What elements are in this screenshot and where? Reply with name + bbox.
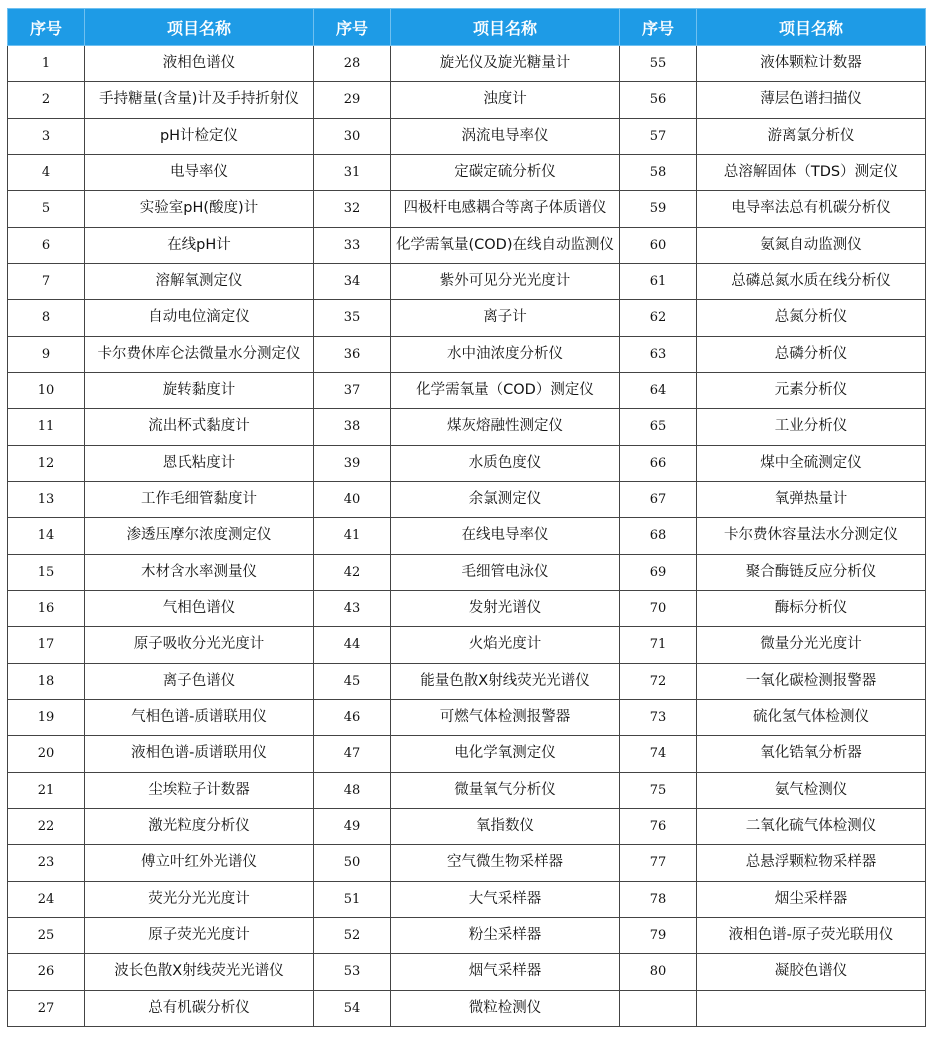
item-name: 氧弹热量计	[697, 481, 926, 517]
instrument-table	[7, 8, 926, 1027]
item-number: 46	[314, 699, 391, 735]
item-name: 液体颗粒计数器	[697, 46, 926, 82]
item-name: 电导率法总有机碳分析仪	[697, 191, 926, 227]
item-number: 24	[8, 881, 85, 917]
item-name: 烟尘采样器	[697, 881, 926, 917]
item-number: 17	[8, 627, 85, 663]
item-number: 73	[620, 699, 697, 735]
item-name: 液相色谱仪	[85, 46, 314, 82]
item-name: 凝胶色谱仪	[697, 954, 926, 990]
item-number: 80	[620, 954, 697, 990]
item-number: 51	[314, 881, 391, 917]
item-name: 能量色散X射线荧光光谱仪	[391, 663, 620, 699]
item-name	[697, 990, 926, 1026]
table-row	[8, 699, 926, 735]
item-number: 27	[8, 990, 85, 1026]
item-number: 63	[620, 336, 697, 372]
item-name: 流出杯式黏度计	[85, 409, 314, 445]
item-number: 59	[620, 191, 697, 227]
item-name: 气相色谱-质谱联用仪	[85, 699, 314, 735]
item-name: 紫外可见分光光度计	[391, 263, 620, 299]
item-name: 尘埃粒子计数器	[85, 772, 314, 808]
item-number: 55	[620, 46, 697, 82]
item-number: 52	[314, 917, 391, 953]
item-name: 元素分析仪	[697, 372, 926, 408]
item-number: 21	[8, 772, 85, 808]
item-number: 4	[8, 154, 85, 190]
item-name: 氨气检测仪	[697, 772, 926, 808]
table-row	[8, 627, 926, 663]
item-number: 40	[314, 481, 391, 517]
item-number: 7	[8, 263, 85, 299]
header-num: 序号	[620, 9, 697, 46]
item-name: 大气采样器	[391, 881, 620, 917]
item-number: 76	[620, 808, 697, 844]
header-name: 项目名称	[85, 9, 314, 46]
item-number: 44	[314, 627, 391, 663]
table-row	[8, 518, 926, 554]
item-number: 25	[8, 917, 85, 953]
item-name: 毛细管电泳仪	[391, 554, 620, 590]
item-name: 一氧化碳检测报警器	[697, 663, 926, 699]
item-number: 14	[8, 518, 85, 554]
item-number: 41	[314, 518, 391, 554]
item-number: 26	[8, 954, 85, 990]
item-number: 9	[8, 336, 85, 372]
item-name: 总磷分析仪	[697, 336, 926, 372]
item-number: 54	[314, 990, 391, 1026]
table-row	[8, 954, 926, 990]
item-name: 手持糖量(含量)计及手持折射仪	[85, 82, 314, 118]
table-row	[8, 445, 926, 481]
item-name: 在线pH计	[85, 227, 314, 263]
table-row	[8, 917, 926, 953]
item-name: 游离氯分析仪	[697, 118, 926, 154]
item-number: 32	[314, 191, 391, 227]
item-name: 化学需氧量(COD)在线自动监测仪	[391, 227, 620, 263]
item-name: 木材含水率测量仪	[85, 554, 314, 590]
item-number: 1	[8, 46, 85, 82]
table-row	[8, 554, 926, 590]
item-name: 煤灰熔融性测定仪	[391, 409, 620, 445]
table-row	[8, 663, 926, 699]
item-number: 15	[8, 554, 85, 590]
item-name: 氨氮自动监测仪	[697, 227, 926, 263]
item-number: 11	[8, 409, 85, 445]
item-number: 33	[314, 227, 391, 263]
item-number: 13	[8, 481, 85, 517]
item-number: 42	[314, 554, 391, 590]
item-number: 65	[620, 409, 697, 445]
header-name: 项目名称	[391, 9, 620, 46]
item-name: 旋转黏度计	[85, 372, 314, 408]
item-number: 62	[620, 300, 697, 336]
item-number: 56	[620, 82, 697, 118]
table-row	[8, 409, 926, 445]
item-name: 可燃气体检测报警器	[391, 699, 620, 735]
item-number: 35	[314, 300, 391, 336]
item-name: 工业分析仪	[697, 409, 926, 445]
item-number: 50	[314, 845, 391, 881]
item-number: 5	[8, 191, 85, 227]
item-number: 66	[620, 445, 697, 481]
item-name: 微量氧气分析仪	[391, 772, 620, 808]
table-row	[8, 736, 926, 772]
item-number: 64	[620, 372, 697, 408]
item-name: 发射光谱仪	[391, 590, 620, 626]
item-name: 工作毛细管黏度计	[85, 481, 314, 517]
table-row	[8, 336, 926, 372]
item-number: 60	[620, 227, 697, 263]
item-name: 渗透压摩尔浓度测定仪	[85, 518, 314, 554]
item-number: 53	[314, 954, 391, 990]
item-name: 卡尔费休库仑法微量水分测定仪	[85, 336, 314, 372]
item-name: 离子计	[391, 300, 620, 336]
item-name: 四极杆电感耦合等离子体质谱仪	[391, 191, 620, 227]
item-name: 原子荧光光度计	[85, 917, 314, 953]
item-number: 18	[8, 663, 85, 699]
item-name: 离子色谱仪	[85, 663, 314, 699]
item-number: 77	[620, 845, 697, 881]
item-name: 荧光分光光度计	[85, 881, 314, 917]
header-num: 序号	[314, 9, 391, 46]
item-number: 8	[8, 300, 85, 336]
table-row	[8, 881, 926, 917]
table-row	[8, 990, 926, 1026]
item-number: 79	[620, 917, 697, 953]
item-number: 6	[8, 227, 85, 263]
item-number: 34	[314, 263, 391, 299]
table-row	[8, 481, 926, 517]
table-row	[8, 82, 926, 118]
item-number: 10	[8, 372, 85, 408]
item-name: 在线电导率仪	[391, 518, 620, 554]
item-name: 氧化锆氧分析器	[697, 736, 926, 772]
item-number: 45	[314, 663, 391, 699]
table-row	[8, 263, 926, 299]
item-name: 总溶解固体（TDS）测定仪	[697, 154, 926, 190]
table-row	[8, 118, 926, 154]
item-name: 聚合酶链反应分析仪	[697, 554, 926, 590]
item-name: 波长色散X射线荧光光谱仪	[85, 954, 314, 990]
item-number: 75	[620, 772, 697, 808]
item-number: 2	[8, 82, 85, 118]
item-number: 47	[314, 736, 391, 772]
item-name: 原子吸收分光光度计	[85, 627, 314, 663]
item-name: 粉尘采样器	[391, 917, 620, 953]
item-name: 总氮分析仪	[697, 300, 926, 336]
item-name: 薄层色谱扫描仪	[697, 82, 926, 118]
table-row	[8, 372, 926, 408]
item-name: 水质色度仪	[391, 445, 620, 481]
item-name: 自动电位滴定仪	[85, 300, 314, 336]
item-number: 20	[8, 736, 85, 772]
item-number: 12	[8, 445, 85, 481]
item-name: 火焰光度计	[391, 627, 620, 663]
table-row	[8, 191, 926, 227]
item-name: 微量分光光度计	[697, 627, 926, 663]
item-number: 71	[620, 627, 697, 663]
item-number: 69	[620, 554, 697, 590]
item-number: 3	[8, 118, 85, 154]
item-name: 液相色谱-质谱联用仪	[85, 736, 314, 772]
item-number: 38	[314, 409, 391, 445]
header-name: 项目名称	[697, 9, 926, 46]
item-name: 傅立叶红外光谱仪	[85, 845, 314, 881]
item-name: 酶标分析仪	[697, 590, 926, 626]
item-number: 78	[620, 881, 697, 917]
item-name: 总悬浮颗粒物采样器	[697, 845, 926, 881]
item-number: 19	[8, 699, 85, 735]
table-row	[8, 227, 926, 263]
item-number: 74	[620, 736, 697, 772]
table-row	[8, 590, 926, 626]
item-name: 余氯测定仪	[391, 481, 620, 517]
item-name: 溶解氧测定仪	[85, 263, 314, 299]
item-name: 硫化氢气体检测仪	[697, 699, 926, 735]
item-name: 化学需氧量（COD）测定仪	[391, 372, 620, 408]
item-number: 61	[620, 263, 697, 299]
item-name: 液相色谱-原子荧光联用仪	[697, 917, 926, 953]
item-number: 36	[314, 336, 391, 372]
item-number: 67	[620, 481, 697, 517]
item-number: 72	[620, 663, 697, 699]
item-number: 28	[314, 46, 391, 82]
item-number: 30	[314, 118, 391, 154]
item-number	[620, 990, 697, 1026]
item-name: 水中油浓度分析仪	[391, 336, 620, 372]
item-name: 涡流电导率仪	[391, 118, 620, 154]
item-name: 激光粒度分析仪	[85, 808, 314, 844]
item-name: 旋光仪及旋光糖量计	[391, 46, 620, 82]
item-number: 31	[314, 154, 391, 190]
item-name: 二氧化硫气体检测仪	[697, 808, 926, 844]
item-number: 37	[314, 372, 391, 408]
header-num: 序号	[8, 9, 85, 46]
item-number: 58	[620, 154, 697, 190]
item-number: 39	[314, 445, 391, 481]
item-name: 氧指数仪	[391, 808, 620, 844]
header-row	[8, 9, 926, 46]
item-name: 电导率仪	[85, 154, 314, 190]
item-number: 22	[8, 808, 85, 844]
item-number: 29	[314, 82, 391, 118]
item-number: 16	[8, 590, 85, 626]
item-number: 49	[314, 808, 391, 844]
table-row	[8, 772, 926, 808]
item-name: 实验室pH(酸度)计	[85, 191, 314, 227]
item-name: 气相色谱仪	[85, 590, 314, 626]
table-row	[8, 300, 926, 336]
item-number: 68	[620, 518, 697, 554]
item-name: 煤中全硫测定仪	[697, 445, 926, 481]
item-number: 70	[620, 590, 697, 626]
item-name: 空气微生物采样器	[391, 845, 620, 881]
table-row	[8, 808, 926, 844]
item-name: 电化学氧测定仪	[391, 736, 620, 772]
item-name: 定碳定硫分析仪	[391, 154, 620, 190]
item-name: 恩氏粘度计	[85, 445, 314, 481]
item-name: 总磷总氮水质在线分析仪	[697, 263, 926, 299]
table-row	[8, 154, 926, 190]
item-number: 23	[8, 845, 85, 881]
item-name: 烟气采样器	[391, 954, 620, 990]
table-row	[8, 46, 926, 82]
item-number: 57	[620, 118, 697, 154]
item-name: 微粒检测仪	[391, 990, 620, 1026]
item-number: 43	[314, 590, 391, 626]
table-body	[8, 46, 926, 1027]
item-name: 卡尔费休容量法水分测定仪	[697, 518, 926, 554]
item-name: 浊度计	[391, 82, 620, 118]
item-number: 48	[314, 772, 391, 808]
table-row	[8, 845, 926, 881]
item-name: pH计检定仪	[85, 118, 314, 154]
item-name: 总有机碳分析仪	[85, 990, 314, 1026]
